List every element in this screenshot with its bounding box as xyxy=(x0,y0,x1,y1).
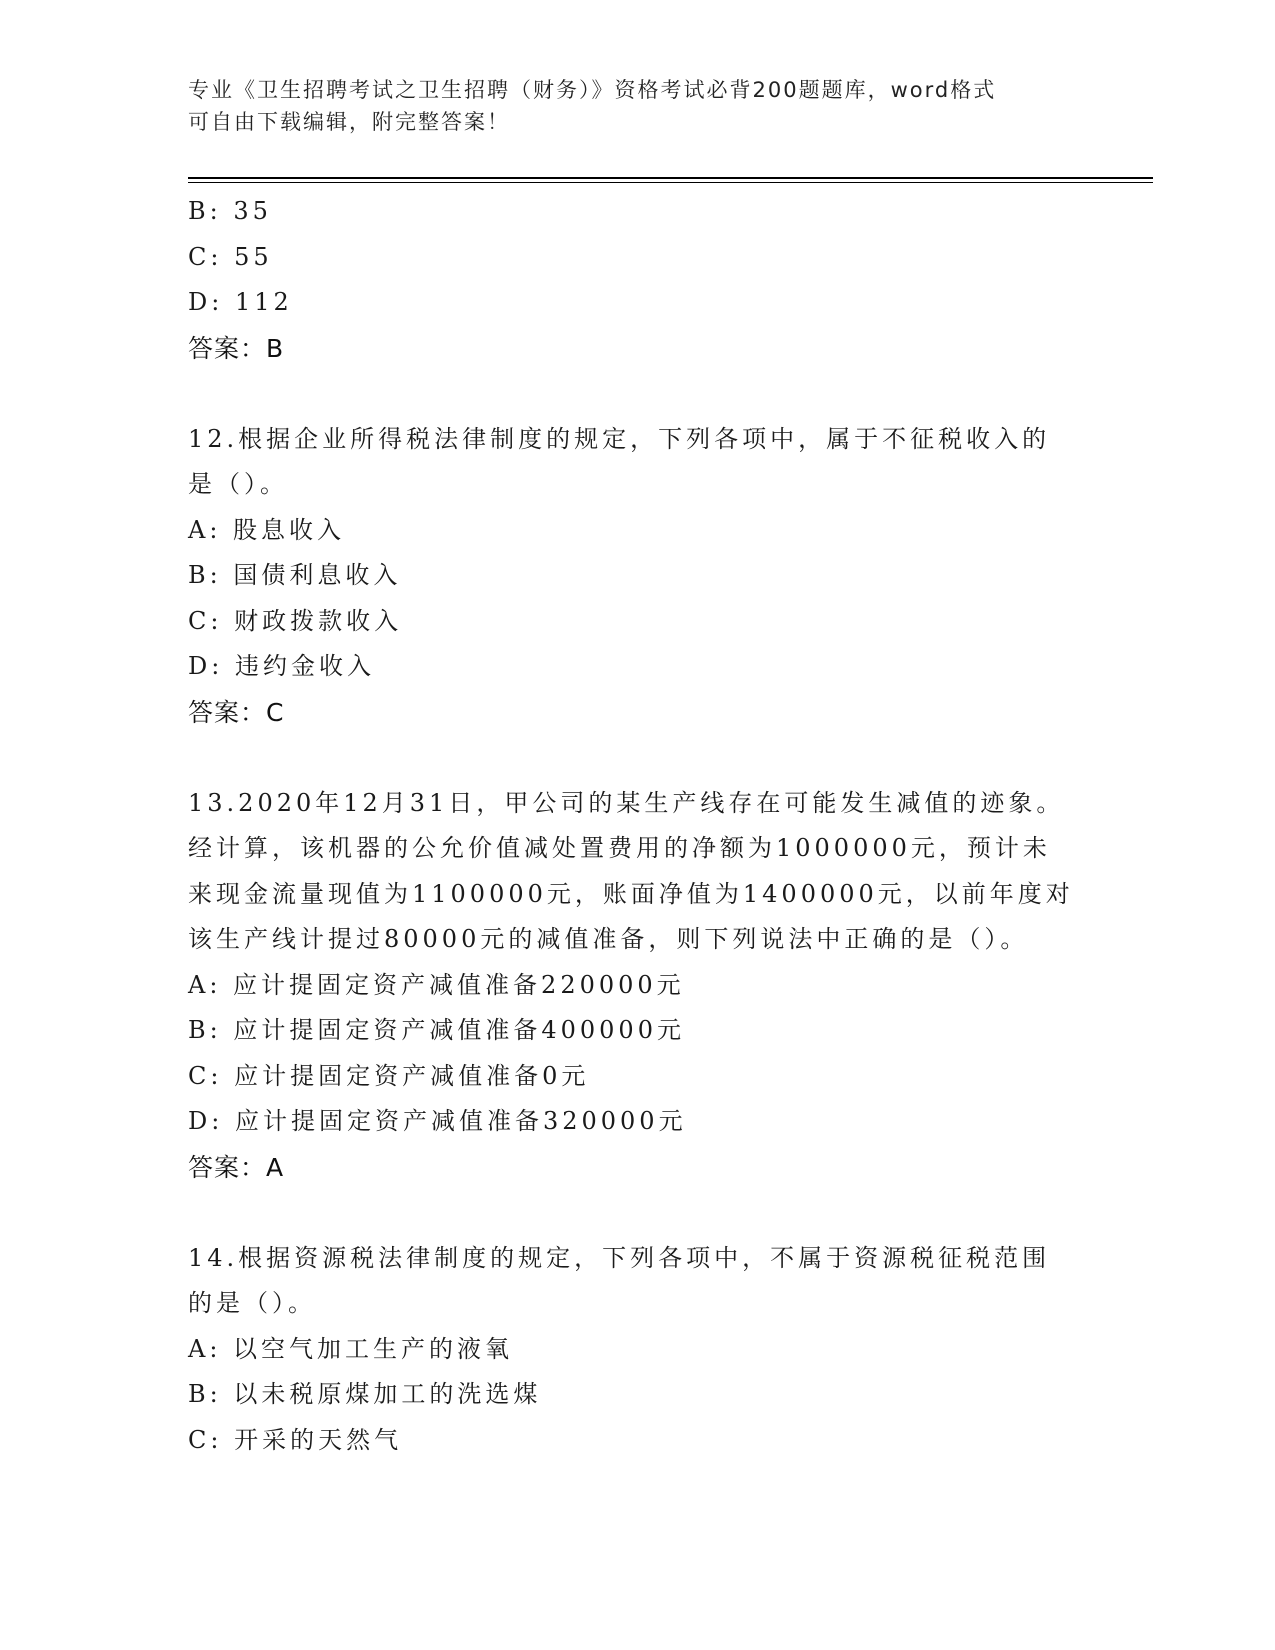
spacer xyxy=(188,735,1088,781)
option-a: A: 应计提固定资产减值准备220000元 xyxy=(188,970,685,999)
question-stem-line: 是（）。 xyxy=(188,470,288,498)
header-rule-thick xyxy=(188,177,1153,179)
option-b: B: 国债利息收入 xyxy=(188,561,402,589)
option-c: C: 55 xyxy=(188,242,273,271)
question-13 xyxy=(188,781,1088,1191)
option-a: A: 以空气加工生产的液氧 xyxy=(188,1334,514,1363)
option-d: D: 应计提固定资产减值准备320000元 xyxy=(188,1107,687,1135)
answer: 答案：C xyxy=(188,697,285,727)
answer: 答案：B xyxy=(188,333,285,363)
document-body xyxy=(188,189,1088,1463)
document-header xyxy=(188,74,1088,138)
option-c: C: 应计提固定资产减值准备0元 xyxy=(188,1061,590,1090)
question-stem-line: 14.根据资源税法律制度的规定，下列各项中，不属于资源税征税范围 xyxy=(188,1243,1051,1272)
question-stem-line: 的是（）。 xyxy=(188,1289,316,1317)
option-c: C: 开采的天然气 xyxy=(188,1425,403,1454)
option-d: D: 112 xyxy=(188,288,293,316)
question-11 xyxy=(188,189,1088,371)
question-stem-line: 经计算，该机器的公允价值减处置费用的净额为1000000元，预计未 xyxy=(188,834,1051,862)
option-b: B: 35 xyxy=(188,197,272,225)
spacer xyxy=(188,1190,1088,1236)
option-c: C: 财政拨款收入 xyxy=(188,606,403,635)
option-b: B: 应计提固定资产减值准备400000元 xyxy=(188,1016,685,1044)
question-stem-line: 来现金流量现值为1100000元，账面净值为1400000元，以前年度对 xyxy=(188,879,1074,908)
option-d: D: 违约金收入 xyxy=(188,652,375,680)
question-stem-line: 12.根据企业所得税法律制度的规定，下列各项中，属于不征税收入的 xyxy=(188,424,1051,453)
answer: 答案：A xyxy=(188,1152,285,1182)
header-line-1: 专业《卫生招聘考试之卫生招聘（财务）》资格考试必背200题题库，word格式 xyxy=(188,78,997,102)
header-line-2: 可自由下载编辑，附完整答案！ xyxy=(188,110,510,134)
spacer xyxy=(188,371,1088,417)
option-b: B: 以未税原煤加工的洗选煤 xyxy=(188,1380,542,1408)
question-stem-line: 该生产线计提过80000元的减值准备，则下列说法中正确的是（）。 xyxy=(188,925,1029,953)
question-14 xyxy=(188,1236,1088,1464)
question-stem-line: 13.2020年12月31日，甲公司的某生产线存在可能发生减值的迹象。 xyxy=(188,788,1065,817)
option-a: A: 股息收入 xyxy=(188,515,346,544)
header-rule-thin xyxy=(188,182,1153,183)
question-12 xyxy=(188,417,1088,736)
